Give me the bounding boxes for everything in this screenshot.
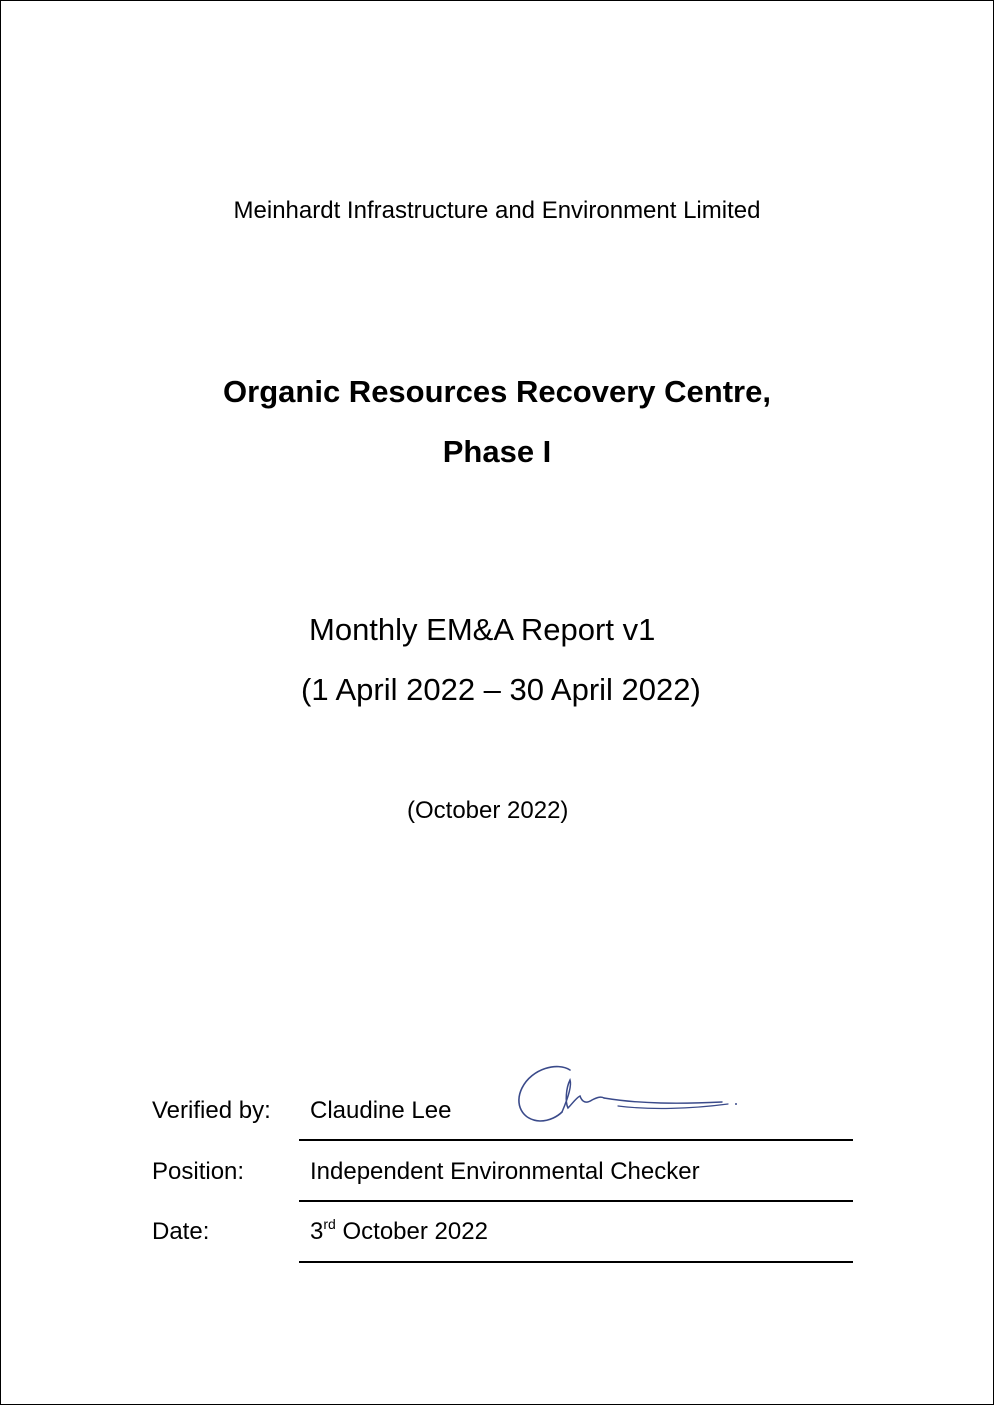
date-ordinal-suffix: rd (323, 1216, 336, 1232)
date-underline (299, 1261, 853, 1263)
signature-icon (510, 1058, 750, 1133)
report-issue-date: (October 2022) (407, 797, 569, 824)
project-title-line-2: Phase I (442, 434, 552, 469)
date-label: Date: (152, 1218, 210, 1245)
verified-by-value: Claudine Lee (310, 1097, 452, 1124)
project-title-line-1: Organic Resources Recovery Centre, (223, 374, 771, 409)
company-name: Meinhardt Infrastructure and Environment Limited (233, 197, 761, 224)
verified-by-underline (299, 1139, 853, 1141)
position-value: Independent Environmental Checker (310, 1158, 700, 1185)
position-underline (299, 1200, 853, 1202)
date-value (310, 1218, 488, 1246)
report-period: (1 April 2022 – 30 April 2022) (301, 672, 701, 707)
report-title: Monthly EM&A Report v1 (309, 612, 656, 647)
verified-by-label: Verified by: (152, 1097, 271, 1124)
position-label: Position: (152, 1158, 245, 1185)
date-month-year: October 2022 (335, 1218, 488, 1245)
date-day: 3 (310, 1218, 324, 1245)
